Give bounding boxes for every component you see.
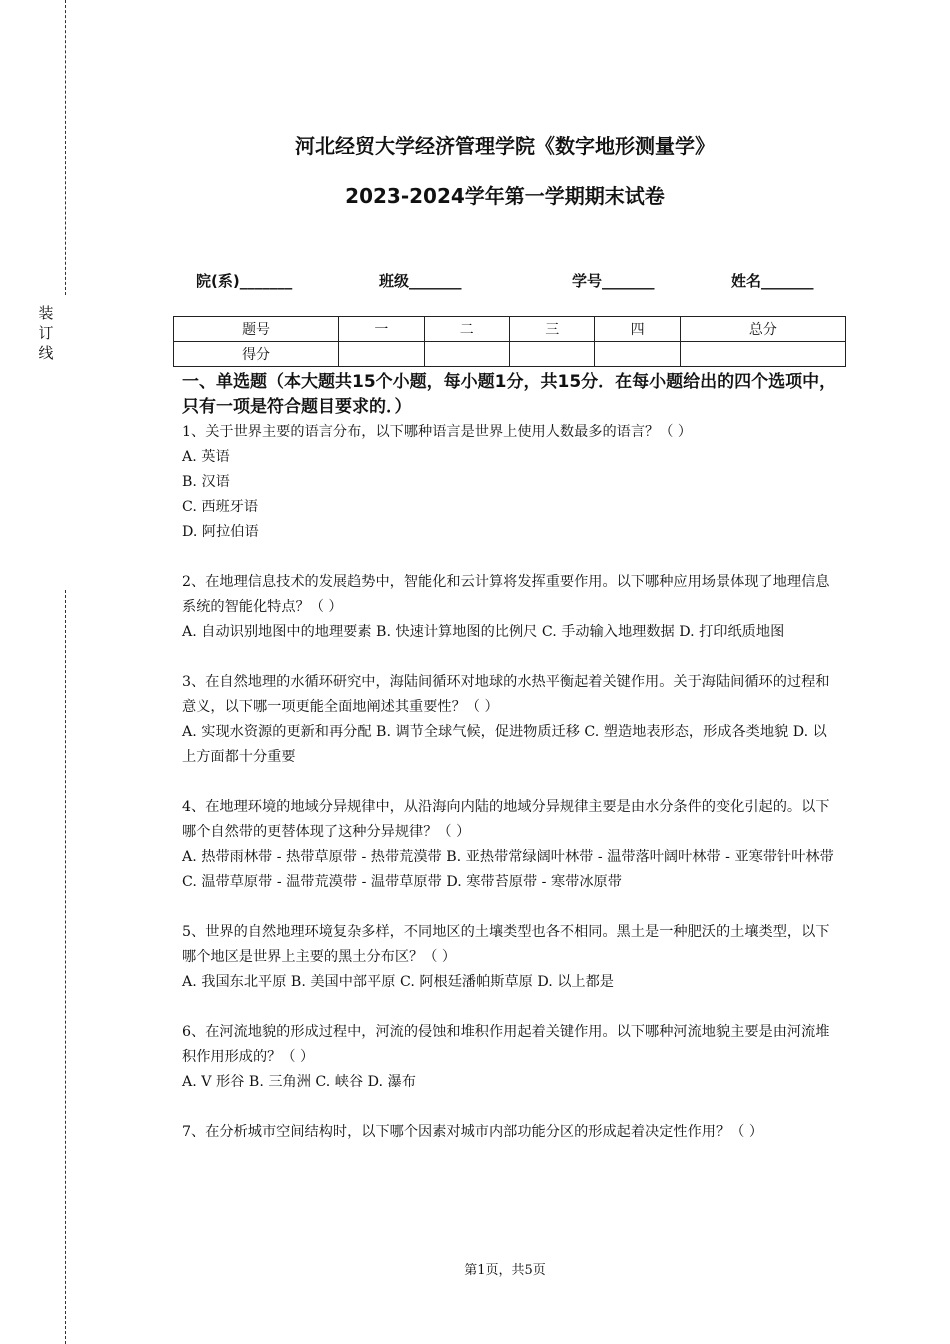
question-options: A. 自动识别地图中的地理要素 B. 快速计算地图的比例尺 C. 手动输入地理数据 D. 打印纸质地图 [182,624,785,640]
question-option: A. 英语 [182,449,230,465]
question-options: A. V 形谷 B. 三角洲 C. 峡谷 D. 瀑布 [182,1074,416,1090]
question-4 [182,795,838,895]
exam-title-line2: 2023-2024学年第一学期期末试卷 [345,184,665,208]
question-options: A. 实现水资源的更新和再分配 B. 调节全球气候，促进物质迁移 C. 塑造地表形态，形成各类地貌 D. 以上方面都十分重要 [182,724,827,765]
score-cell: 总分 [680,317,845,342]
question-stem: 3、在自然地理的水循环研究中，海陆间循环对地球的水热平衡起着关键作用。关于海陆间循环的过程和意义，以下哪一项更能全面地阐述其重要性？（ ） [182,674,830,715]
question-stem: 4、在地理环境的地域分异规律中，从沿海向内陆的地域分异规律主要是由水分条件的变化引起的。以下哪个自然带的更替体现了这种分异规律？（ ） [182,799,830,840]
score-cell [424,342,509,367]
score-cell: 题号 [174,317,339,342]
question-option: C. 西班牙语 [182,499,259,515]
question-stem: 7、在分析城市空间结构时，以下哪个因素对城市内部功能分区的形成起着决定性作用？（ ） [182,1124,764,1140]
class-field: 班级_______ [379,272,462,290]
question-stem: 2、在地理信息技术的发展趋势中，智能化和云计算将发挥重要作用。以下哪种应用场景体现了地理信息系统的智能化特点？（ ） [182,574,830,615]
score-cell: 三 [509,317,594,342]
score-cell [680,342,845,367]
binding-line-bottom [65,590,66,1344]
score-table-header-row [174,317,846,342]
question-3 [182,670,838,770]
score-cell: 二 [424,317,509,342]
page-number: 第1页，共5页 [464,1263,546,1278]
question-7 [182,1120,838,1145]
question-options: A. 热带雨林带 - 热带草原带 - 热带荒漠带 B. 亚热带常绿阔叶林带 - 温带落叶阔叶林带 - 亚寒带针叶林带 C. 温带草原带 - 温带荒漠带 - 温带草原带 D. 寒带苔原带 - 寒带冰原带 [182,849,834,890]
question-stem: 1、关于世界主要的语言分布，以下哪种语言是世界上使用人数最多的语言？（ ） [182,424,693,440]
question-option: B. 汉语 [182,474,230,490]
score-cell [595,342,680,367]
question-list [182,420,838,1170]
score-cell [339,342,424,367]
score-cell: 一 [339,317,424,342]
question-stem: 5、世界的自然地理环境复杂多样，不同地区的土壤类型也各不相同。黑土是一种肥沃的土壤类型，以下哪个地区是世界上主要的黑土分布区？（ ） [182,924,830,965]
question-5 [182,920,838,995]
score-cell [509,342,594,367]
department-field: 院(系)_______ [196,272,293,290]
score-table [173,316,846,367]
student-id-field: 学号_______ [572,272,655,290]
question-options: A. 我国东北平原 B. 美国中部平原 C. 阿根廷潘帕斯草原 D. 以上都是 [182,974,614,990]
question-1 [182,420,838,545]
question-stem: 6、在河流地貌的形成过程中，河流的侵蚀和堆积作用起着关键作用。以下哪种河流地貌主要是由河流堆积作用形成的？（ ） [182,1024,830,1065]
binding-label: 装订线 [38,304,54,362]
exam-title-line1: 河北经贸大学经济管理学院《数字地形测量学》 [295,134,715,158]
question-6 [182,1020,838,1095]
question-option: D. 阿拉伯语 [182,524,259,540]
section-heading: 一、单选题（本大题共15个小题，每小题1分，共15分．在每小题给出的四个选项中，只有一项是符合题目要求的．） [182,372,837,417]
question-2 [182,570,838,645]
score-table-score-row [174,342,846,367]
name-field: 姓名_______ [731,272,814,290]
score-cell: 得分 [174,342,339,367]
score-cell: 四 [595,317,680,342]
